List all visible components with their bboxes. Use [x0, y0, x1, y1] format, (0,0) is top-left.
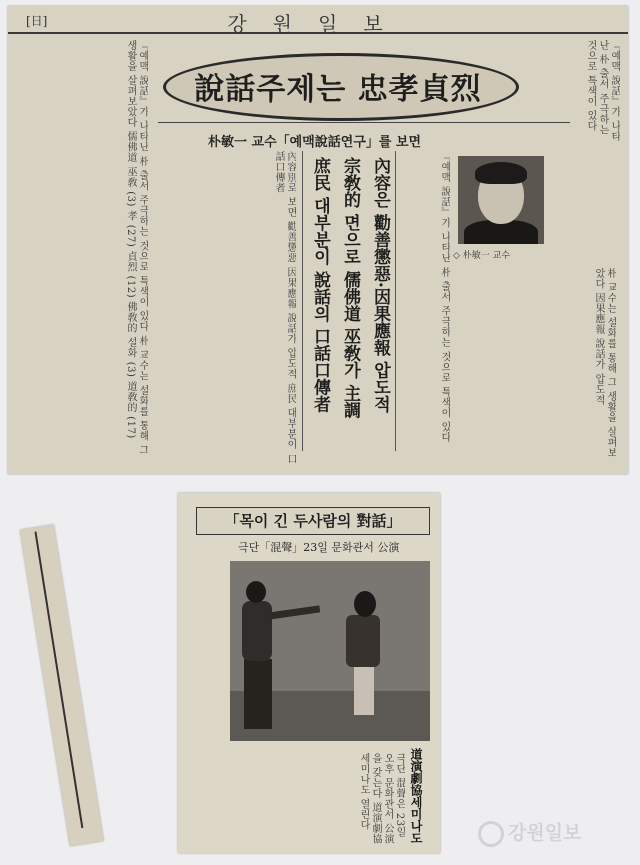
article2-title: 「목이 긴 두사람의 對話」	[196, 507, 430, 535]
portrait-photo	[458, 156, 544, 244]
watermark-logo: 강원일보	[478, 818, 581, 847]
page-mark: [日]	[26, 14, 48, 28]
article-clipping-top	[8, 6, 628, 474]
article-title: 說話주제는 忠孝貞烈	[194, 72, 482, 107]
rule	[158, 122, 570, 123]
headline-line-1: 內容은 勸善懲惡·因果應報 압도적	[370, 157, 390, 413]
logo-mark-icon	[478, 821, 504, 847]
photo-caption: ◇ 朴敏一 교수	[453, 251, 511, 261]
headline-box	[302, 151, 396, 451]
article2-body: 극단 混聲은 23일 오후 문화관서 公演을 갖는다 道演劇協 세미나도 열린다	[358, 753, 405, 845]
article-clipping-bottom	[178, 493, 440, 853]
stage-photo	[230, 561, 430, 741]
article-subtitle: 朴敏一 교수「예맥說話연구」를 보면	[208, 135, 422, 150]
article2-side-headline: 道演劇協세미나도	[409, 748, 423, 844]
body-column-center-right: 『예맥 說話』가 나타난 朴 출서 주극하는 것으로 특색이 있다	[439, 151, 450, 443]
article2-subtitle: 극단「混聲」23일 문화관서 公演	[238, 541, 400, 554]
torn-paper-strip	[20, 525, 104, 846]
headline-line-2: 宗敎的 면으로 儒佛道 巫敎가 主調	[340, 157, 360, 419]
body-column-right-upper: 『예맥 說話』가 나타난 朴 출서 주극하는 것으로 특색이 있다	[585, 40, 620, 142]
body-column-left: 『예맥 說話』가 나타난 朴 출서 주극하는 것으로 특색이 있다 朴 교수는 설화를 통해 그 생활을 살펴보았다 儒佛道 巫敎 (3) 孝 (27) 貞烈 (12) 佛敎的 설화 (3) 道敎的 (17)	[125, 40, 148, 456]
body-column-middle: 內容別로 보면 勸善懲惡 因果應報 說話가 압도적 庶民 대부분이 口話口傳者	[273, 151, 296, 464]
body-column-right-lower: 朴 교수는 설화를 통해 그 생활을 살펴보았다 因果應報 說話가 압도적	[593, 268, 616, 459]
headline-line-3: 庶民 대부분이 說話의 口話口傳者	[310, 157, 330, 413]
masthead	[8, 6, 628, 34]
newspaper-name: 강원일보	[227, 12, 409, 36]
